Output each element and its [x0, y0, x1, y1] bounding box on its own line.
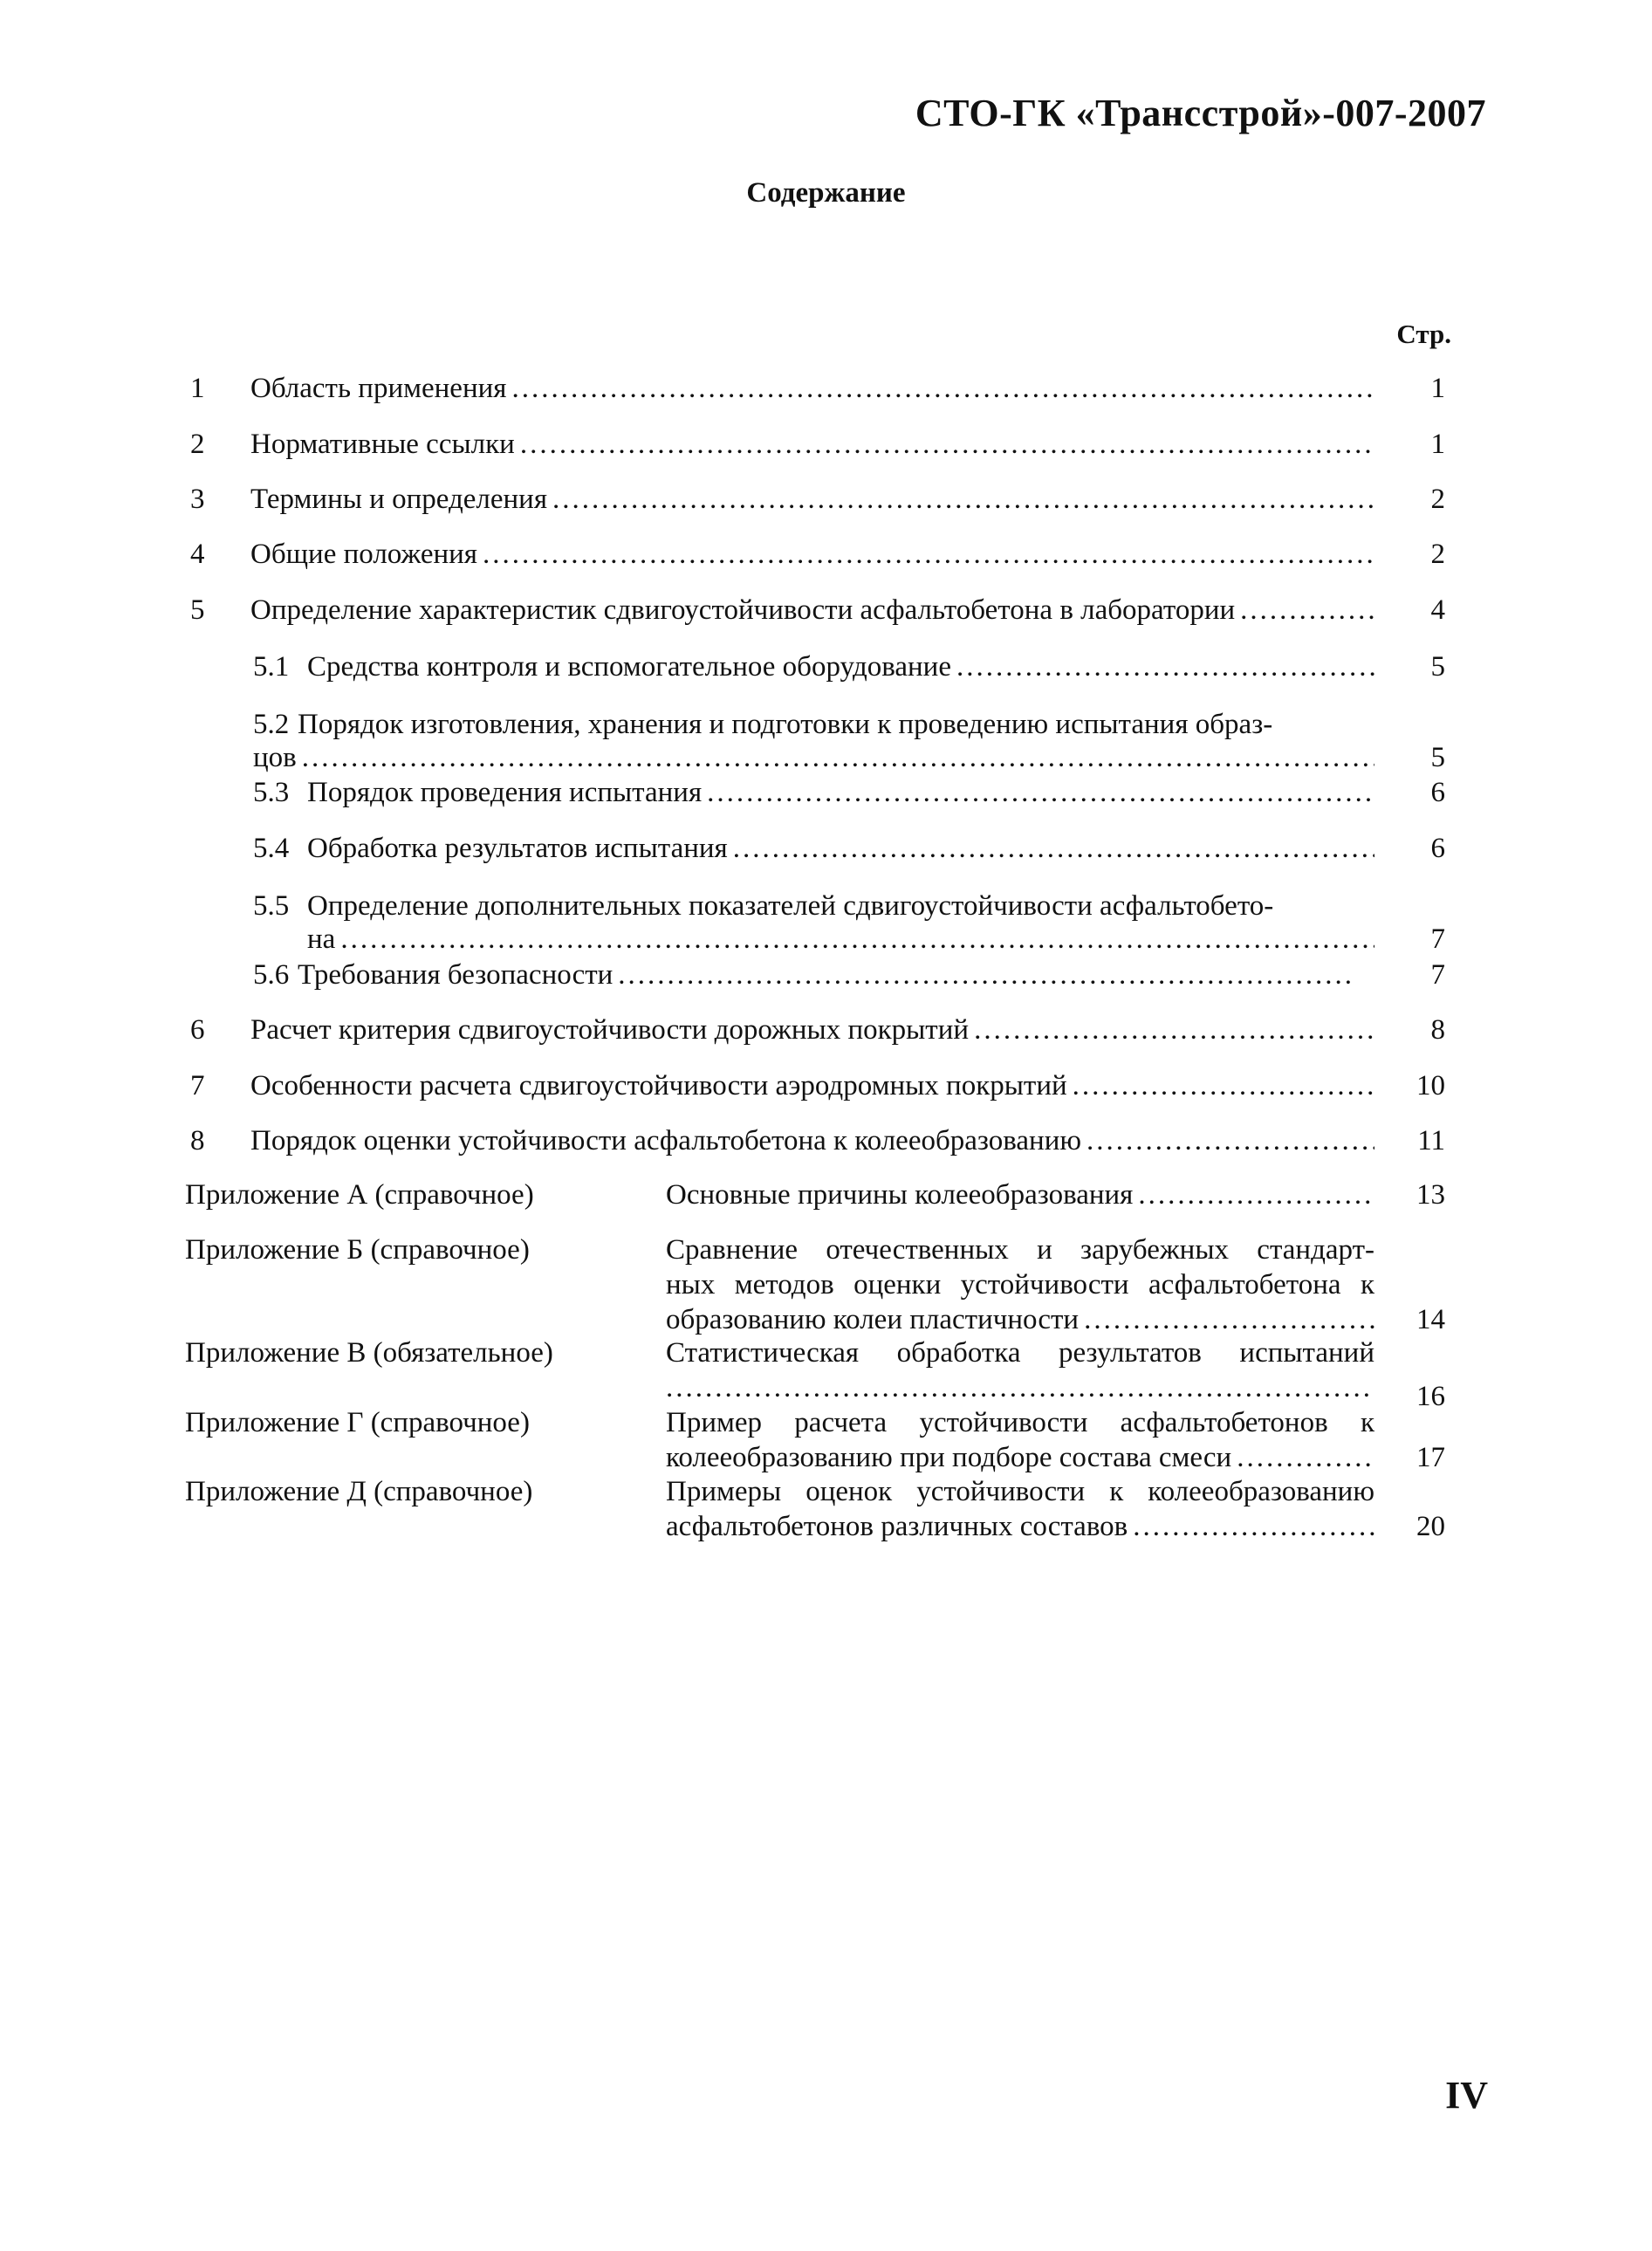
leader-dots	[618, 957, 1355, 992]
toc-entry-number: 1	[190, 373, 205, 404]
toc-entry-page: 5	[1430, 651, 1445, 683]
toc-entry-page: 11	[1417, 1125, 1445, 1156]
leader-dots	[483, 537, 1374, 572]
toc-entry-page: 6	[1430, 833, 1445, 864]
toc-entry-title-line2: цов	[253, 742, 297, 773]
leader-dots	[1237, 1440, 1374, 1475]
toc-entry-5-2[interactable]	[0, 707, 1652, 777]
page-number-roman: IV	[1445, 2074, 1488, 2117]
toc-entry-page: 1	[1430, 373, 1445, 404]
leader-dots	[974, 1012, 1374, 1047]
toc-entry-title: Нормативные ссылки	[250, 429, 515, 460]
toc-entry-title: Общие положения	[250, 539, 477, 570]
leader-dots	[340, 922, 1374, 957]
leader-dots	[520, 427, 1374, 462]
appendix-title-line1: Сравнение отечественных и зарубежных стандарт-	[666, 1234, 1374, 1266]
toc-entry-number: 5.1	[253, 651, 290, 683]
appendix-page: 16	[1416, 1381, 1445, 1412]
appendix-title-line3: образованию колеи пластичности	[666, 1304, 1080, 1335]
toc-title: Содержание	[746, 177, 906, 209]
appendix-page: 20	[1416, 1511, 1445, 1542]
appendix-name: Приложение Д (справочное)	[185, 1476, 533, 1507]
toc-entry-page: 7	[1430, 923, 1445, 955]
toc-entry-title: Требования безопасности	[298, 959, 614, 991]
appendix-title-line1: Пример расчета устойчивости асфальтобетонов к	[666, 1407, 1374, 1438]
toc-entry-page: 5	[1430, 742, 1445, 773]
toc-entry-title: Термины и определения	[250, 484, 548, 515]
appendix-page: 13	[1416, 1179, 1445, 1211]
toc-entry-title-line1: Порядок изготовления, хранения и подготовки к проведению испытания образ-	[298, 709, 1273, 740]
toc-entry-number: 4	[190, 539, 205, 570]
appendix-title-line2: ных методов оценки устойчивости асфальтобетона к	[666, 1269, 1374, 1301]
toc-entry-title: Расчет критерия сдвигоустойчивости дорожных покрытий	[250, 1014, 970, 1046]
appendix-page: 14	[1416, 1304, 1445, 1335]
appendix-name: Приложение А (справочное)	[185, 1179, 534, 1211]
leader-dots	[707, 775, 1374, 810]
appendix-title-line1: Статистическая обработка результатов испытаний	[666, 1337, 1374, 1369]
toc-entry-page: 2	[1430, 539, 1445, 570]
toc-entry-number: 5.2	[253, 709, 290, 740]
toc-entry-number: 5.5	[253, 890, 290, 922]
leader-dots	[733, 831, 1374, 866]
appendix-title-line2: колееобразованию при подборе состава смеси	[666, 1442, 1232, 1473]
appendix-title: Основные причины колееобразования	[666, 1179, 1134, 1211]
leader-dots	[956, 649, 1374, 684]
toc-entry-number: 5	[190, 594, 205, 626]
toc-entry-title: Порядок проведения испытания	[307, 777, 703, 808]
appendix-page: 17	[1416, 1442, 1445, 1473]
leader-dots	[1073, 1068, 1374, 1103]
toc-entry-number: 7	[190, 1070, 205, 1101]
leader-dots	[552, 482, 1374, 517]
leader-dots	[1084, 1302, 1374, 1337]
toc-entry-number: 5.3	[253, 777, 290, 808]
toc-entry-number: 5.4	[253, 833, 290, 864]
appendix-name: Приложение Г (справочное)	[185, 1407, 530, 1438]
toc-appendix-g[interactable]	[0, 1405, 1652, 1479]
toc-entry-page: 1	[1430, 429, 1445, 460]
leader-dots	[1138, 1177, 1374, 1212]
toc-entry-number: 8	[190, 1125, 205, 1156]
appendix-name: Приложение Б (справочное)	[185, 1234, 530, 1266]
toc-entry-5-5[interactable]	[0, 889, 1652, 958]
toc-appendix-b[interactable]	[0, 1232, 1652, 1342]
appendix-title-line1: Примеры оценок устойчивости к колееобразованию	[666, 1476, 1374, 1507]
toc-entry-title: Особенности расчета сдвигоустойчивости аэродромных покрытий	[250, 1070, 1067, 1101]
toc-entry-title-line1: Определение дополнительных показателей сдвигоустойчивости асфальтобето-	[307, 890, 1274, 922]
toc-appendix-d[interactable]	[0, 1474, 1652, 1548]
toc-entry-title: Порядок оценки устойчивости асфальтобетона к колееобразованию	[250, 1125, 1082, 1156]
toc-entry-page: 7	[1430, 959, 1445, 991]
toc-entry-number: 5.6	[253, 959, 290, 991]
toc-entry-number: 2	[190, 429, 205, 460]
leader-dots	[511, 371, 1374, 406]
toc-entry-title: Область применения	[250, 373, 507, 404]
leader-dots	[1240, 593, 1374, 628]
toc-entry-page: 6	[1430, 777, 1445, 808]
toc-entry-title-line2: на	[307, 923, 336, 955]
toc-entry-title: Средства контроля и вспомогательное оборудование	[307, 651, 951, 683]
leader-dots	[666, 1370, 1374, 1405]
toc-appendix-v[interactable]	[0, 1335, 1652, 1410]
pages-column-header: Стр.	[1396, 319, 1451, 349]
leader-dots	[302, 740, 1374, 775]
toc-entry-number: 6	[190, 1014, 205, 1046]
appendix-title-line2: асфальтобетонов различных составов	[666, 1511, 1128, 1542]
leader-dots	[1133, 1509, 1374, 1544]
leader-dots	[1086, 1123, 1374, 1158]
toc-entry-title: Обработка результатов испытания	[307, 833, 728, 864]
toc-entry-page: 2	[1430, 484, 1445, 515]
toc-entry-number: 3	[190, 484, 205, 515]
toc-entry-page: 4	[1430, 594, 1445, 626]
toc-entry-page: 10	[1416, 1070, 1445, 1101]
toc-entry-title: Определение характеристик сдвигоустойчивости асфальтобетона в лаборатории	[250, 594, 1236, 626]
toc-entry-page: 8	[1430, 1014, 1445, 1046]
appendix-name: Приложение В (обязательное)	[185, 1337, 553, 1369]
document-code: СТО-ГК «Трансстрой»-007-2007	[915, 92, 1486, 134]
